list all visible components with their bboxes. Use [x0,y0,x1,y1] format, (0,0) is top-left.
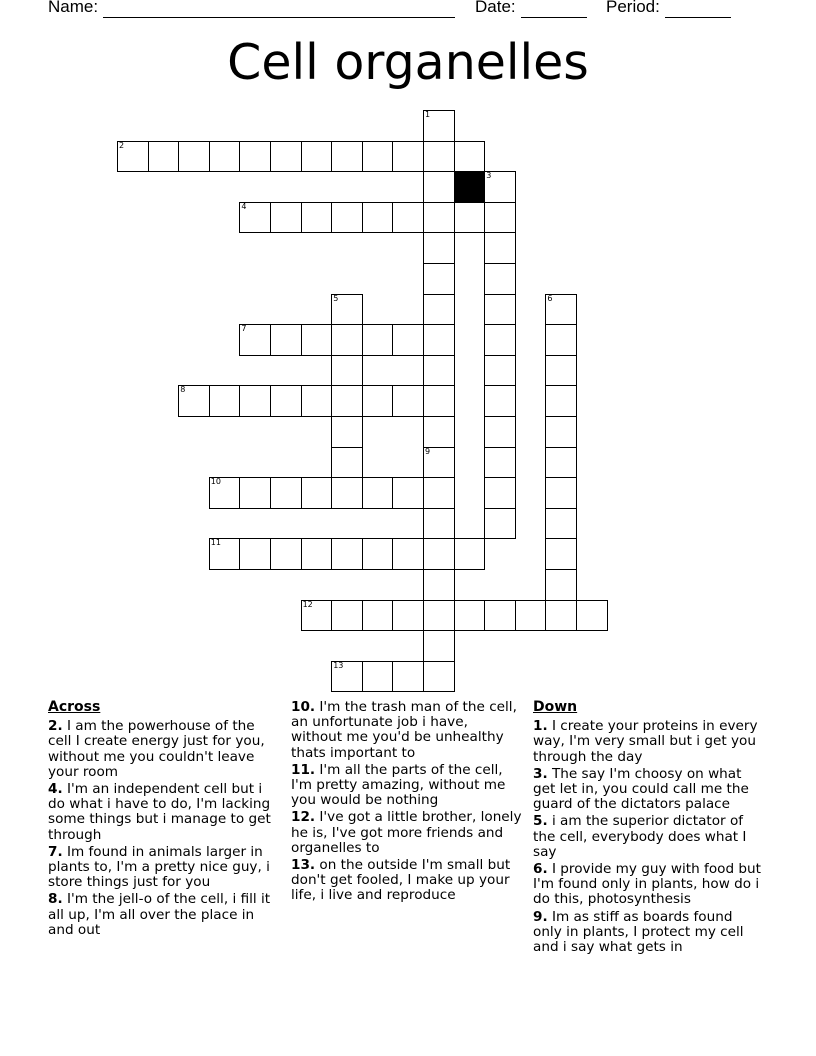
grid-cell[interactable] [545,508,577,540]
grid-cell[interactable] [484,294,516,326]
grid-cell[interactable] [484,202,516,234]
grid-cell[interactable] [545,600,577,632]
grid-cell[interactable] [423,141,455,173]
clue-number: 1 [425,110,431,119]
clue-number: 5 [333,293,339,303]
down-heading: Down [533,699,578,715]
across-clues-column-continued [291,700,523,906]
clue-item [533,814,765,860]
clue-item-text: I create your proteins in every way, I'm very small but i get you through the day [533,718,758,765]
grid-cell[interactable] [331,355,363,387]
clue-item-number: 10. [291,699,316,715]
grid-cell[interactable] [423,294,455,326]
clue-number: 6 [547,293,553,303]
grid-cell[interactable] [392,538,424,570]
grid-cell[interactable] [331,202,363,234]
across-heading: Across [48,699,101,715]
grid-cell[interactable] [423,355,455,387]
grid-cell[interactable] [484,324,516,356]
clue-item [291,763,523,809]
grid-cell[interactable] [454,202,486,234]
clue-number: 8 [180,385,186,395]
grid-cell[interactable] [148,141,180,173]
clue-number: 12 [302,599,313,609]
grid-cell[interactable] [423,202,455,234]
page-title: Cell organelles [227,34,589,91]
clue-item [533,862,765,908]
grid-cell[interactable] [209,141,241,173]
grid-cell[interactable] [484,263,516,295]
grid-cell[interactable] [423,630,455,662]
period-label: Period: [606,0,660,16]
grid-cell[interactable] [423,324,455,356]
clue-item-text: The say I'm choosy on what get let in, you could call me the guard of the dictators palace [533,765,749,813]
clue-item-text: Im as stiff as boards found only in plants, I protect my cell and i say what gets in [533,908,744,956]
clue-item-text: i am the superior dictator of the cell, everybody does what I say [533,813,747,860]
grid-cell[interactable] [209,477,241,509]
clue-item [533,767,765,813]
grid-cell[interactable] [331,447,363,479]
grid-cell[interactable] [209,538,241,570]
grid-cell[interactable] [301,202,333,234]
grid-cell[interactable] [270,385,302,417]
grid-cell[interactable] [392,141,424,173]
grid-cell[interactable] [423,447,455,479]
grid-cell[interactable] [545,355,577,387]
grid-cell[interactable] [423,232,455,264]
grid-cell[interactable] [331,538,363,570]
grid-cell[interactable] [331,324,363,356]
clue-item [533,719,765,765]
clue-item-text: I'm the jell-o of the cell, i fill it all up, I'm all over the place in and out [48,891,271,938]
grid-cell[interactable] [331,294,363,326]
grid-cell[interactable] [209,385,241,417]
grid-cell[interactable] [331,600,363,632]
clue-number: 2 [119,140,125,150]
clue-item-number: 8. [48,891,63,908]
clue-number: 4 [241,201,247,211]
clue-item-number: 2. [48,718,63,735]
grid-cell[interactable] [545,477,577,509]
clue-item-number: 11. [291,761,316,778]
grid-cell[interactable] [423,508,455,540]
grid-cell[interactable] [423,416,455,448]
grid-cell[interactable] [515,600,547,632]
grid-cell[interactable] [331,141,363,173]
clue-item-number: 4. [48,781,63,798]
grid-cell[interactable] [239,477,271,509]
grid-cell[interactable] [117,141,149,173]
grid-cell[interactable] [423,263,455,295]
clue-number: 11 [210,538,221,548]
grid-cell[interactable] [239,141,271,173]
grid-cell[interactable] [392,202,424,234]
grid-cell[interactable] [301,141,333,173]
grid-cell[interactable] [423,110,455,142]
grid-cell[interactable] [301,324,333,356]
clue-number: 7 [241,324,247,334]
grid-cell[interactable] [484,508,516,540]
clue-item-number: 1. [533,718,548,735]
clue-item-number: 3. [533,765,548,782]
clue-item [48,719,280,780]
clue-number: 9 [425,446,431,456]
grid-cell[interactable] [178,141,210,173]
grid-cell[interactable] [484,600,516,632]
grid-cell[interactable] [362,538,394,570]
down-clues-column [533,700,765,957]
grid-cell[interactable] [239,385,271,417]
clue-item-number: 13. [291,857,316,874]
clue-item-number: 12. [291,809,316,826]
clue-number: 10 [210,477,221,487]
grid-cell[interactable] [484,355,516,387]
clue-item-number: 5. [533,813,548,830]
grid-cell[interactable] [423,171,455,203]
grid-cell[interactable] [392,661,424,693]
grid-cell[interactable] [576,600,608,632]
clue-item-number: 6. [533,861,548,878]
clue-item-text: I'm all the parts of the cell, I'm pretty amazing, without me you would be nothing [291,761,506,809]
grid-cell[interactable] [392,324,424,356]
grid-cell[interactable] [362,141,394,173]
grid-cell[interactable] [270,538,302,570]
clue-item [291,858,523,904]
grid-cell[interactable] [331,416,363,448]
grid-cell[interactable] [270,141,302,173]
black-cell [454,171,486,203]
clue-item-text: Im found in animals larger in plants to, I'm a pretty nice guy, i store things just for you [48,843,270,891]
grid-cell[interactable] [454,600,486,632]
clue-item-number: 9. [533,908,548,925]
clue-list [48,719,280,938]
grid-cell[interactable] [545,294,577,326]
grid-cell[interactable] [423,661,455,693]
grid-cell[interactable] [301,385,333,417]
grid-cell[interactable] [484,232,516,264]
clue-item [48,845,280,891]
grid-cell[interactable] [484,416,516,448]
grid-cell[interactable] [239,538,271,570]
clue-item [291,810,523,856]
grid-cell[interactable] [454,538,486,570]
clue-item [533,910,765,956]
clue-item-text: I'm the trash man of the cell, an unfortunate job i have, without me you'd be unhealthy thats important to [291,699,517,761]
clue-item-number: 7. [48,843,63,860]
grid-cell[interactable] [331,661,363,693]
grid-cell[interactable] [392,600,424,632]
grid-cell[interactable] [454,141,486,173]
grid-cell[interactable] [484,171,516,203]
grid-cell[interactable] [239,202,271,234]
grid-cell[interactable] [270,477,302,509]
grid-cell[interactable] [484,385,516,417]
grid-cell[interactable] [423,600,455,632]
clue-item-text: on the outside I'm small but don't get fooled, I make up your life, i live and reproduce [291,857,511,904]
grid-cell[interactable] [239,324,271,356]
clue-number: 13 [333,660,344,670]
grid-cell[interactable] [392,385,424,417]
grid-cell[interactable] [484,447,516,479]
grid-cell[interactable] [423,477,455,509]
grid-cell[interactable] [545,324,577,356]
grid-cell[interactable] [301,477,333,509]
clue-item-text: I am the powerhouse of the cell I create energy just for you, without me you couldn't leave your room [48,718,265,780]
clue-item-text: I've got a little brother, lonely he is, I've got more friends and organelles to [291,809,522,856]
grid-cell[interactable] [545,416,577,448]
grid-cell[interactable] [362,385,394,417]
grid-cell[interactable] [545,538,577,570]
grid-cell[interactable] [331,385,363,417]
date-label: Date: [475,0,516,16]
grid-cell[interactable] [301,538,333,570]
grid-cell[interactable] [362,661,394,693]
grid-cell[interactable] [178,385,210,417]
grid-cell[interactable] [362,477,394,509]
grid-cell[interactable] [423,385,455,417]
grid-cell[interactable] [362,324,394,356]
grid-cell[interactable] [392,477,424,509]
name-label: Name: [48,0,99,16]
grid-cell[interactable] [484,477,516,509]
clue-item [48,782,280,843]
grid-cell[interactable] [423,569,455,601]
grid-cell[interactable] [423,538,455,570]
clue-number: 3 [486,171,492,181]
grid-cell[interactable] [362,600,394,632]
grid-cell[interactable] [270,202,302,234]
clue-item-text: I'm an independent cell but i do what i have to do, I'm lacking some things but i manage to get through [48,781,271,843]
clue-item-text: I provide my guy with food but I'm found only in plants, how do i do this, photosynthesis [533,861,761,908]
grid-cell[interactable] [545,569,577,601]
grid-cell[interactable] [545,385,577,417]
grid-cell[interactable] [270,324,302,356]
grid-cell[interactable] [331,477,363,509]
grid-cell[interactable] [545,447,577,479]
grid-cell[interactable] [362,202,394,234]
clue-item [291,700,523,761]
clue-item [48,892,280,938]
clue-list [533,719,765,955]
across-clues-column [48,700,280,940]
clue-list [291,700,523,904]
grid-cell[interactable] [301,600,333,632]
